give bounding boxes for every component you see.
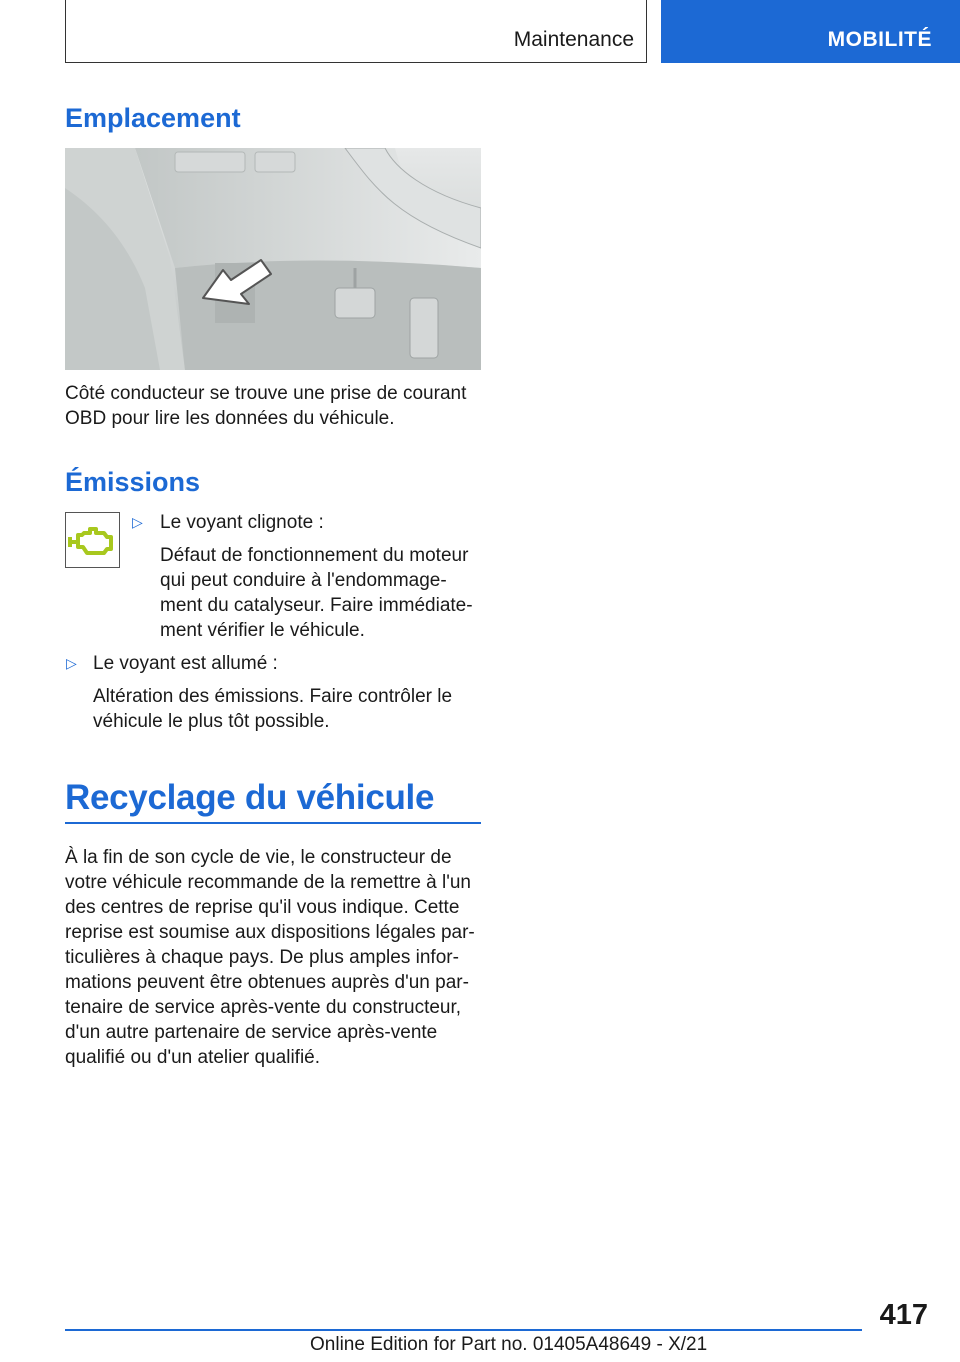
recyclage-heading-rule [65,822,481,824]
emission-item-2 [93,651,493,734]
emplacement-caption-line: OBD pour lire les données du véhicule. [65,408,395,429]
header-chapter-tab[interactable] [661,0,960,63]
emission-item-desc: véhicule le plus tôt possible. [93,711,330,732]
recyclage-line: votre véhicule recommande de la remettre à l'un [65,872,471,893]
recyclage-line: mations peuvent être obtenues auprès d'un par- [65,972,469,993]
obd-location-illustration [65,148,481,370]
recyclage-line: qualifié ou d'un atelier qualifié. [65,1047,321,1068]
emplacement-heading: Emplacement [65,103,241,133]
footer-rule [65,1329,862,1331]
recyclage-line: À la fin de son cycle de vie, le constructeur de [65,847,452,868]
obd-location-photo [65,148,481,370]
recyclage-line: tenaire de service après-vente du constructeur, [65,997,462,1018]
engine-warning-icon-box [65,512,120,568]
recyclage-line: d'un autre partenaire de service après-vente [65,1022,438,1043]
emission-item-desc: Altération des émissions. Faire contrôler le [93,686,453,707]
emission-item-desc: ment vérifier le véhicule. [160,620,365,641]
bullet-triangle-icon: ▷ [132,514,143,530]
emission-item-label: Le voyant clignote : [160,512,324,533]
recyclage-line: des centres de reprise qu'il vous indique. Cette [65,897,460,918]
recyclage-line: ticulières à chaque pays. De plus amples infor- [65,947,459,968]
recyclage-paragraph [65,845,481,1070]
recyclage-heading: Recyclage du véhicule [65,778,435,817]
footer-edition: Online Edition for Part no. 01405A48649 - X/21 [310,1334,708,1355]
emissions-heading: Émissions [65,467,201,497]
emplacement-caption-line: Côté conducteur se trouve une prise de courant [65,383,467,404]
emission-item-desc: qui peut conduire à l'endommage- [160,570,447,591]
bullet-triangle-icon: ▷ [66,655,77,671]
header-section-title: Maintenance [513,28,634,51]
emission-item-label: Le voyant est allumé : [93,653,278,674]
header-section-box [65,0,647,63]
header-chapter-label: MOBILITÉ [827,28,932,51]
engine-warning-icon [66,513,119,567]
recyclage-line: reprise est soumise aux dispositions légales par- [65,922,475,943]
emission-item-1 [160,510,490,643]
emission-item-desc: ment du catalyseur. Faire immédiate- [160,595,473,616]
emplacement-caption [65,381,481,431]
page-number: 417 [879,1299,928,1331]
emission-item-desc: Défaut de fonctionnement du moteur [160,545,469,566]
